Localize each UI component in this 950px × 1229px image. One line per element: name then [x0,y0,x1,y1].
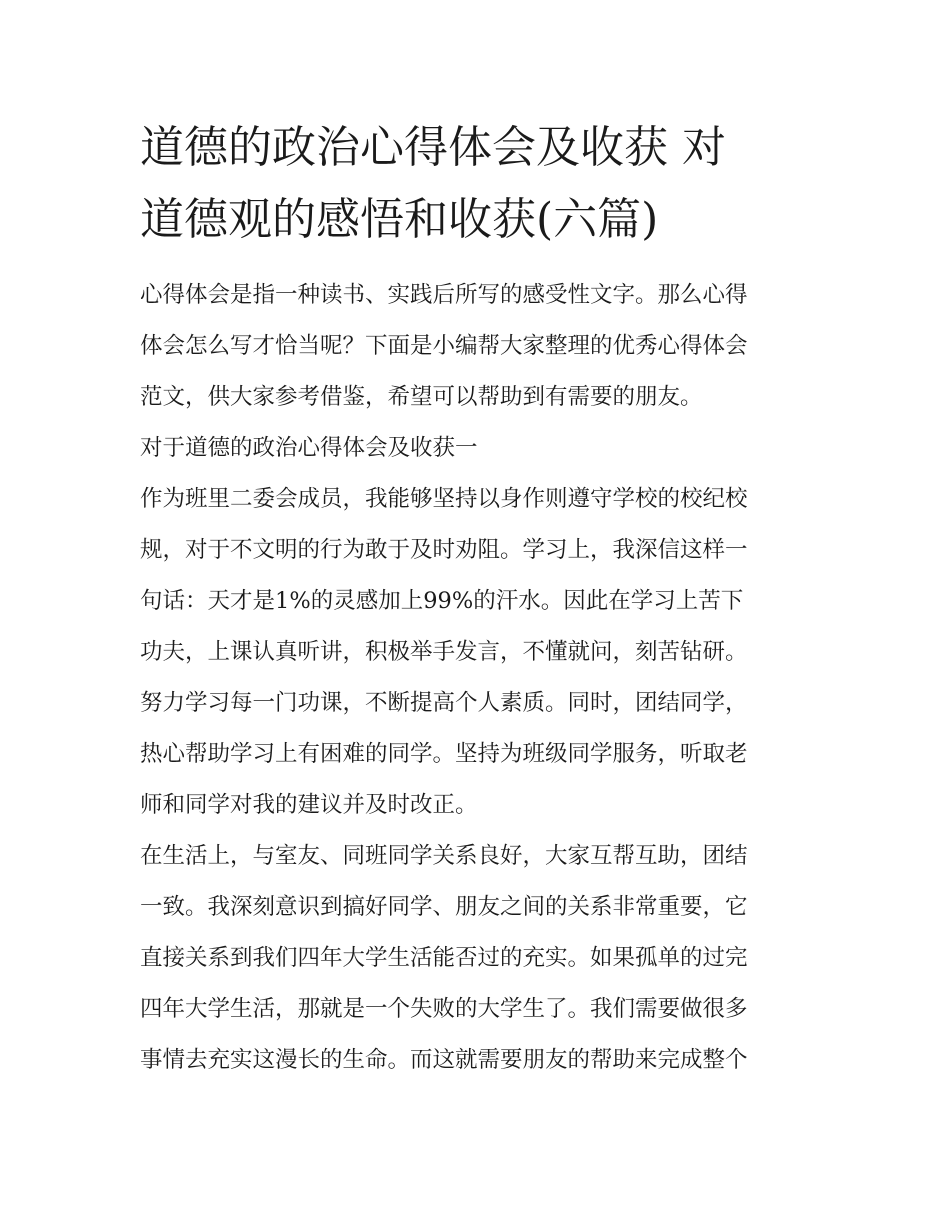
title-line: 道德观的感悟和收获(六篇) [140,194,659,245]
text-line: 句话：天才是1%的灵感加上99%的汗水。因此在学习上苦下 [140,588,744,614]
paragraph-2 [140,831,812,1086]
text-line: 体会怎么写才恰当呢？下面是小编帮大家整理的优秀心得体会 [140,333,748,359]
text-line: 规，对于不文明的行为敢于及时劝阻。学习上，我深信这样一 [140,537,748,563]
document-body [140,270,812,1086]
section-heading-text: 对于道德的政治心得体会及收获一 [140,435,478,461]
paragraph-1 [140,474,812,831]
text-line: 作为班里二委会成员，我能够坚持以身作则遵守学校的校纪校 [140,486,748,512]
document-content [140,112,812,1086]
text-line: 努力学习每一门功课，不断提高个人素质。同时，团结同学， [140,690,748,716]
section-heading [140,423,812,474]
text-line: 一致。我深刻意识到搞好同学、朋友之间的关系非常重要，它 [140,894,748,920]
text-line: 直接关系到我们四年大学生活能否过的充实。如果孤单的过完 [140,945,748,971]
text-line: 功夫，上课认真听讲，积极举手发言，不懂就问，刻苦钻研。 [140,639,748,665]
text-line: 四年大学生活，那就是一个失败的大学生了。我们需要做很多 [140,996,748,1022]
text-line: 在生活上，与室友、同班同学关系良好，大家互帮互助，团结 [140,843,748,869]
text-line: 心得体会是指一种读书、实践后所写的感受性文字。那么心得 [140,282,748,308]
text-line: 师和同学对我的建议并及时改正。 [140,792,478,818]
title-line: 道德的政治心得体会及收获 对 [140,122,726,173]
intro-paragraph [140,270,812,423]
text-line: 范文，供大家参考借鉴，希望可以帮助到有需要的朋友。 [140,384,703,410]
document-title [140,112,812,256]
text-line: 事情去充实这漫长的生命。而这就需要朋友的帮助来完成整个 [140,1047,748,1073]
text-line: 热心帮助学习上有困难的同学。坚持为班级同学服务，听取老 [140,741,748,767]
